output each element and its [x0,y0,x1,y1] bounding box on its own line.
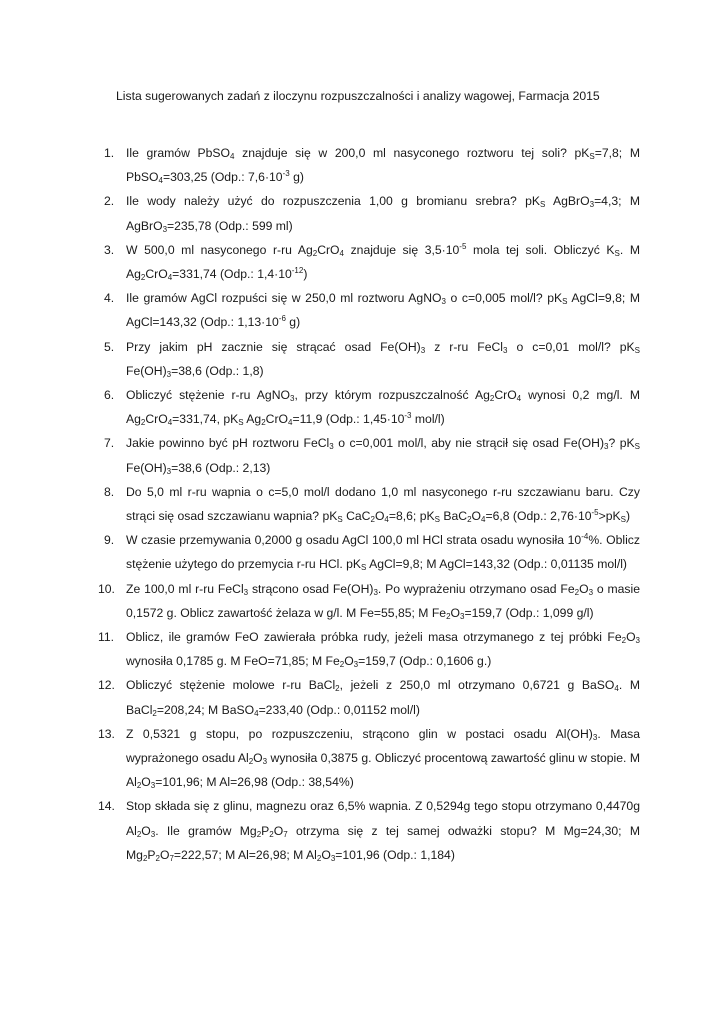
problem-number: 14. [98,799,115,814]
problem-number: 13. [98,726,115,741]
problem-text: Ile gramów PbSO$_4$ znajduje się w 200,0 ml nasyconego roztworu tej soli? $pK_S=7,8$; M PbSO$_4$=303,25 (Odp.: $7,6\cdot 10^{-3}$ g) [126,146,640,186]
problem-text: Obliczyć stężenie r-ru AgNO$_3$, przy którym rozpuszczalność $Ag_2CrO_4$ wynosi 0,2 mg/l. M $Ag_2CrO_4=331,74$, $pK_S$ $Ag_2CrO_4=11,9$ (Odp.: $1,45\cdot 10^{-3}$ mol/l) [126,388,640,428]
problem-number: 12. [98,678,115,693]
problem-item [104,528,640,576]
problem-number: 2. [104,194,115,209]
problem-item [104,286,640,334]
problem-text: Z 0,5321 g stopu, po rozpuszczeniu, strącono glin w postaci osadu $Al(OH)_3$. Masa wyprażonego osadu $Al_2O_3$ wynosiła 0,3875 g. Obliczyć procentową zawartość glinu w stopie. M $Al_2O_3=101,96$; M Al=26,98 (Odp.: 38,54%) [126,726,640,791]
problem-text: Jakie powinno być pH roztworu FeCl$_3$ o c=0,001 mol/l, aby nie strącił się osad $Fe(OH)_3$? $pK_S$ $Fe(OH)_3=38,6$ (Odp.: 2,13) [126,436,640,476]
problem-item [104,335,640,383]
problem-number: 6. [104,388,115,403]
problem-text: Stop składa się z glinu, magnezu oraz 6,5% wapnia. Z 0,5294g tego stopu otrzymano 0,4470g $Al_2O_3$. Ile gramów $Mg_2P_2O_7$ otrzyma się z tej samej odważki stopu? M Mg=24,30; M $Mg_2P_2O_7=222,57$; M Al=26,98; M $Al_2O_3=101,96$ (Odp.: 1,184) [126,799,640,863]
problem-text: Ze 100,0 ml r-ru FeCl$_3$ strącono osad $Fe(OH)_3$. Po wyprażeniu otrzymano osad $Fe_2O_3$ o masie 0,1572 g. Oblicz zawartość żelaza w g/l. M Fe=55,85; M $Fe_2O_3=159,7$ (Odp.: 1,099 g/l) [126,581,641,621]
problem-text: Do 5,0 ml r-ru wapnia o c=5,0 mol/l dodano 1,0 ml nasyconego r-ru szczawianu baru. Czy strąci się osad szczawianu wapnia? $pK_S$ $CaC_2O_4=8,6$; $pK_S$ $BaC_2O_4=6,8$ (Odp.: $2,76\cdot 10^{-5}>pK_S$) [126,484,640,525]
problem-item [104,383,640,431]
problem-item [104,238,640,286]
problem-number: 3. [104,242,115,257]
problem-number: 10. [98,581,115,596]
problem-item [104,189,640,237]
problem-text: Ile wody należy użyć do rozpuszczenia 1,00 g bromianu srebra? $pK_S$ AgBrO$_3$=4,3; M AgBrO$_3$=235,78 (Odp.: 599 ml) [126,194,640,234]
problem-number: 7. [104,436,115,451]
document-title: Lista sugerowanych zadań z iloczynu rozpuszczalności i analizy wagowej, Farmacja 2015 [116,89,600,103]
problem-text: W 500,0 ml nasyconego r-ru $Ag_2CrO_4$ znajduje się $3,5\cdot 10^{-5}$ mola tej soli. Obliczyć $K_S$. M $Ag_2CrO_4=331,74$ (Odp.: $1,4\cdot 10^{-12}$) [126,241,640,283]
problem-item [104,431,640,479]
problem-list [98,141,641,867]
problem-item [98,794,640,867]
problem-item [98,625,640,673]
problem-item [98,722,640,795]
problem-text: Obliczyć stężenie molowe r-ru BaCl$_2$, jeżeli z 250,0 ml otrzymano 0,6721 g BaSO$_4$. M BaCl$_2$=208,24; M BaSO$_4$=233,40 (Odp.: 0,01152 mol/l) [126,678,641,718]
problem-text: W czasie przemywania 0,2000 g osadu AgCl 100,0 ml HCl strata osadu wynosiła $10^{-4}\%$. Oblicz stężenie użytego do przemycia r-ru HCl. $pK_S$ AgCl=9,8; M AgCl=143,32 (Odp.: 0,01135 mol/l) [126,532,640,573]
problem-item [98,673,641,721]
problem-number: 11. [98,630,115,645]
problem-text: Przy jakim pH zacznie się strącać osad $Fe(OH)_3$ z r-ru FeCl$_3$ o c=0,01 mol/l? $pK_S$ $Fe(OH)_3=38,6$ (Odp.: 1,8) [126,339,640,379]
problem-item [104,480,640,528]
problem-item [98,577,641,625]
problem-number: 5. [104,339,115,354]
problem-number: 9. [104,533,115,548]
problem-number: 1. [104,146,115,160]
problem-text: Ile gramów AgCl rozpuści się w 250,0 ml roztworu AgNO$_3$ o c=0,005 mol/l? $pK_S$ AgCl=9,8; M AgCl=143,32 (Odp.: $1,13\cdot 10^{-6}$ g) [126,291,640,330]
problem-number: 4. [104,291,115,306]
problem-number: 8. [104,484,115,499]
problem-item [104,141,640,189]
problem-text: Oblicz, ile gramów FeO zawierała próbka rudy, jeżeli masa otrzymanego z tej próbki $Fe_2O_3$ wynosiła 0,1785 g. M FeO=71,85; M $Fe_2O_3=159,7$ (Odp.: 0,1606 g.) [126,630,640,670]
